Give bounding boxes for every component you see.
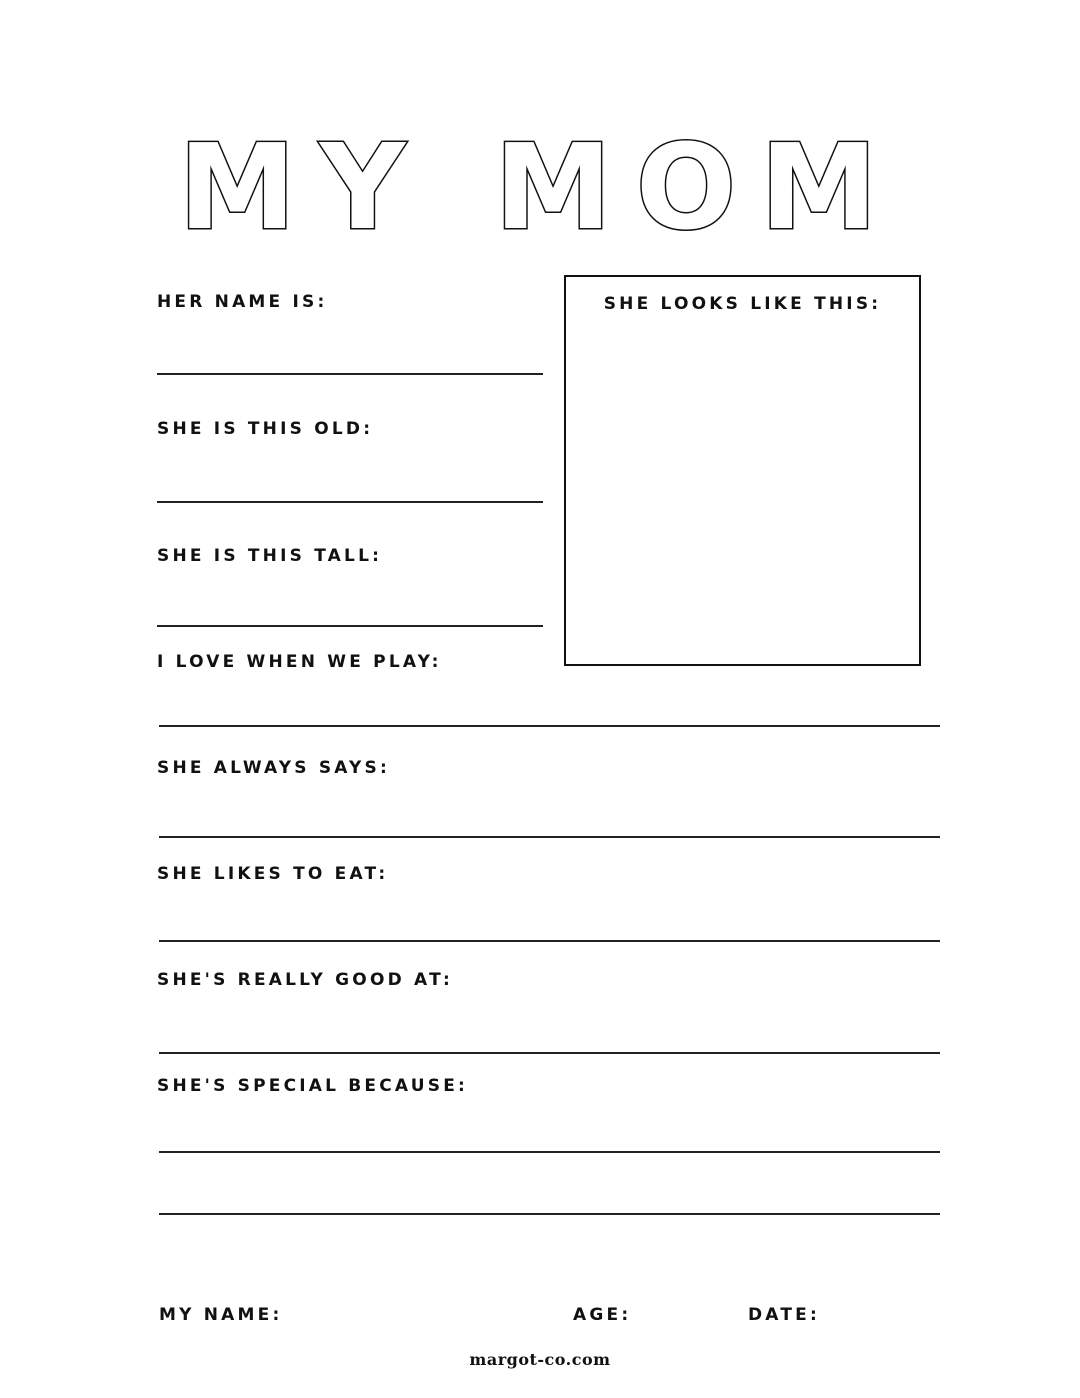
photo-label: SHE LOOKS LIKE THIS:: [603, 294, 882, 314]
photo-frame[interactable]: [564, 275, 921, 666]
special-line-1[interactable]: [159, 1151, 940, 1153]
age-old-line[interactable]: [157, 501, 543, 503]
her-name-label: HER NAME IS:: [157, 292, 328, 312]
eat-line[interactable]: [159, 940, 940, 942]
play-label: I LOVE WHEN WE PLAY:: [157, 652, 442, 672]
says-label: SHE ALWAYS SAYS:: [157, 758, 390, 778]
height-line[interactable]: [157, 625, 543, 627]
eat-label: SHE LIKES TO EAT:: [157, 864, 389, 884]
page-title: MY MOM: [178, 118, 902, 256]
footer-site: margot-co.com: [469, 1350, 611, 1369]
play-line[interactable]: [159, 725, 940, 727]
good-at-line[interactable]: [159, 1052, 940, 1054]
good-at-label: SHE'S REALLY GOOD AT:: [157, 970, 453, 990]
her-name-line[interactable]: [157, 373, 543, 375]
height-label: SHE IS THIS TALL:: [157, 546, 383, 566]
age-label: AGE:: [573, 1305, 632, 1325]
my-name-label: MY NAME:: [159, 1305, 283, 1325]
special-label: SHE'S SPECIAL BECAUSE:: [157, 1076, 469, 1096]
says-line[interactable]: [159, 836, 940, 838]
age-old-label: SHE IS THIS OLD:: [157, 419, 374, 439]
special-line-2[interactable]: [159, 1213, 940, 1215]
date-label: DATE:: [748, 1305, 820, 1325]
